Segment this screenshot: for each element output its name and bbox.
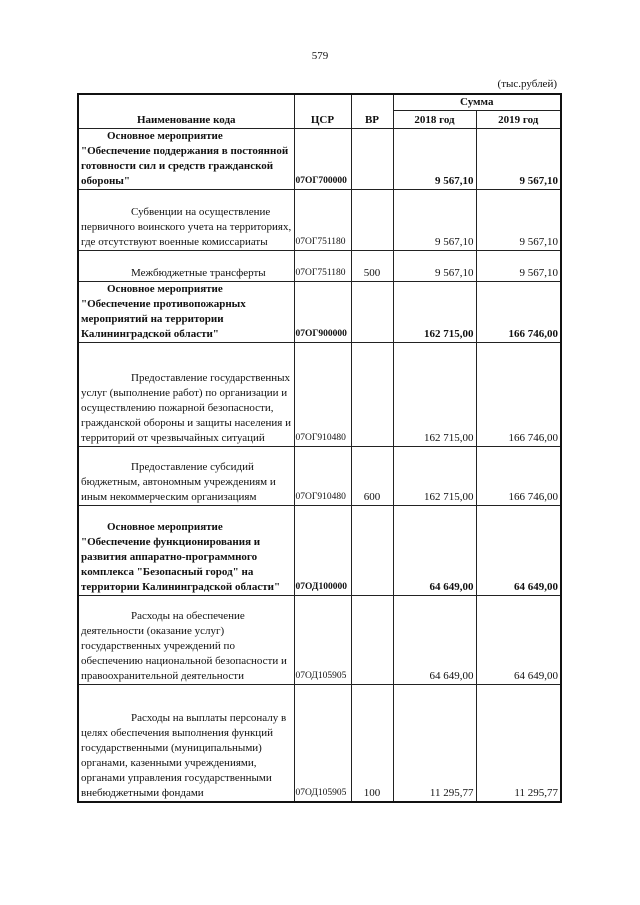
cell-y2018: 162 715,00 [393, 447, 476, 506]
cell-vr: 500 [351, 251, 393, 282]
cell-name: Основное мероприятие "Обеспечение поддержания в постоянной готовности сил и средств гражданской обороны" [78, 129, 294, 190]
cell-y2018: 64 649,00 [393, 596, 476, 685]
cell-vr: 600 [351, 447, 393, 506]
page-number: 579 [311, 50, 329, 62]
header-csr: ЦСР [294, 94, 351, 129]
budget-table [77, 93, 562, 803]
cell-vr [351, 596, 393, 685]
cell-y2019: 9 567,10 [476, 251, 561, 282]
cell-y2019: 64 649,00 [476, 596, 561, 685]
cell-y2018: 162 715,00 [393, 343, 476, 447]
cell-y2019: 9 567,10 [476, 190, 561, 251]
cell-name: Расходы на обеспечение деятельности (оказание услуг) государственных учреждений по обеспечению национальной безопасности и правоохранительной деятельности [78, 596, 294, 685]
table-row [78, 596, 561, 685]
cell-y2019: 166 746,00 [476, 282, 561, 343]
cell-csr: 07ОД100000 [294, 506, 351, 596]
cell-y2019: 9 567,10 [476, 129, 561, 190]
cell-name: Основное мероприятие "Обеспечение противопожарных мероприятий на территории Калининградской области" [78, 282, 294, 343]
cell-vr [351, 282, 393, 343]
cell-vr [351, 506, 393, 596]
table-row [78, 251, 561, 282]
cell-y2019: 11 295,77 [476, 685, 561, 802]
cell-csr: 07ОД105905 [294, 685, 351, 802]
cell-csr: 07ОГ900000 [294, 282, 351, 343]
cell-name: Предоставление государственных услуг (выполнение работ) по организации и осуществлению пожарной безопасности, гражданской обороны и защиты населения и территорий от чрезвычайных ситуаций [78, 343, 294, 447]
cell-y2019: 64 649,00 [476, 506, 561, 596]
unit-label: (тыс.рублей) [497, 78, 557, 90]
cell-y2018: 11 295,77 [393, 685, 476, 802]
cell-csr: 07ОГ751180 [294, 190, 351, 251]
cell-y2018: 162 715,00 [393, 282, 476, 343]
cell-csr: 07ОД105905 [294, 596, 351, 685]
header-name: Наименование кода [78, 94, 294, 129]
cell-vr: 100 [351, 685, 393, 802]
header-sum: Сумма [393, 94, 561, 111]
cell-name: Предоставление субсидий бюджетным, автономным учреждениям и иным некоммерческим организациям [78, 447, 294, 506]
cell-y2019: 166 746,00 [476, 343, 561, 447]
table-row [78, 685, 561, 802]
cell-y2018: 9 567,10 [393, 129, 476, 190]
cell-name: Расходы на выплаты персоналу в целях обеспечения выполнения функций государственными (муниципальными) органами, казенными учреждениями, органами управления государственными внебюджетными фондами [78, 685, 294, 802]
cell-csr: 07ОГ910480 [294, 343, 351, 447]
cell-csr: 07ОГ700000 [294, 129, 351, 190]
cell-name: Основное мероприятие "Обеспечение функционирования и развития аппаратно-программного комплекса "Безопасный город" на территории Калининградской области" [78, 506, 294, 596]
cell-y2018: 64 649,00 [393, 506, 476, 596]
table-row [78, 506, 561, 596]
header-2019: 2019 год [476, 111, 561, 129]
header-2018: 2018 год [393, 111, 476, 129]
cell-y2018: 9 567,10 [393, 190, 476, 251]
cell-csr: 07ОГ751180 [294, 251, 351, 282]
table-row [78, 129, 561, 190]
table-row [78, 282, 561, 343]
cell-y2018: 9 567,10 [393, 251, 476, 282]
table-row [78, 343, 561, 447]
cell-vr [351, 190, 393, 251]
cell-csr: 07ОГ910480 [294, 447, 351, 506]
cell-vr [351, 343, 393, 447]
header-vr: ВР [351, 94, 393, 129]
cell-name: Субвенции на осуществление первичного воинского учета на территориях, где отсутствуют военные комиссариаты [78, 190, 294, 251]
cell-name: Межбюджетные трансферты [78, 251, 294, 282]
table-row [78, 447, 561, 506]
cell-y2019: 166 746,00 [476, 447, 561, 506]
table-row [78, 190, 561, 251]
cell-vr [351, 129, 393, 190]
